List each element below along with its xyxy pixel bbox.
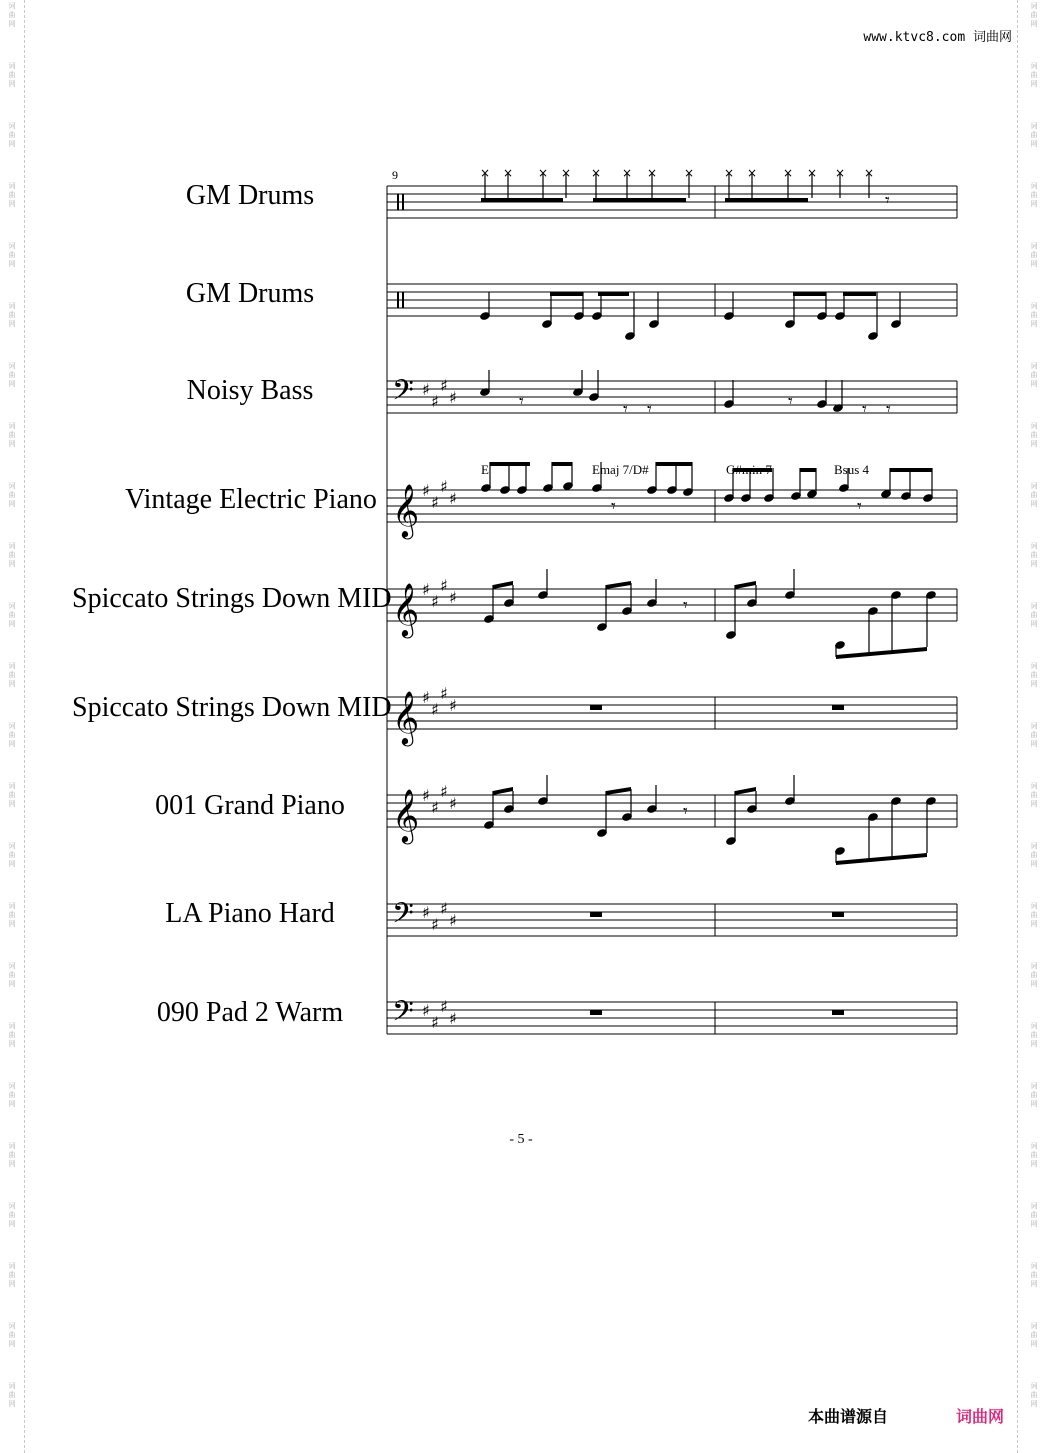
- watermark-glyphs: 词 曲 网: [1030, 362, 1038, 388]
- bass-clef: 𝄢: [392, 374, 414, 414]
- key-sharp: ♯: [422, 380, 430, 399]
- whole-rest: [590, 705, 602, 710]
- hihat-note: ×: [503, 166, 514, 180]
- hihat-note: ×: [807, 166, 818, 180]
- watermark-glyphs: 词 曲 网: [1030, 122, 1038, 148]
- key-sharp: ♯: [440, 684, 448, 703]
- watermark-glyphs: 词 曲 网: [1030, 1262, 1038, 1288]
- watermark-glyphs: 词 曲 网: [8, 602, 16, 628]
- note-beam: [493, 581, 513, 589]
- hihat-note: ×: [480, 166, 491, 180]
- hihat-note: ×: [783, 166, 794, 180]
- bass-clef: 𝄢: [392, 897, 414, 937]
- site-name: 词曲网: [972, 30, 1012, 45]
- key-sharp: ♯: [449, 588, 457, 607]
- part-name-la-piano-hard: LA Piano Hard: [165, 898, 335, 929]
- key-sharp: ♯: [449, 911, 457, 930]
- hihat-note: ×: [724, 166, 735, 180]
- watermark-glyphs: 词 曲 网: [1030, 542, 1038, 568]
- whole-rest: [832, 705, 844, 710]
- key-sharp: ♯: [422, 688, 430, 707]
- watermark-glyphs: 词 曲 网: [8, 1322, 16, 1348]
- key-sharp: ♯: [431, 915, 439, 934]
- watermark-glyphs: 词 曲 网: [8, 2, 16, 28]
- watermark-glyphs: 词 曲 网: [8, 302, 16, 328]
- note-beam: [552, 462, 572, 466]
- hihat-note: ×: [864, 166, 875, 180]
- eighth-rest: 𝄾: [788, 391, 793, 412]
- key-sharp: ♯: [431, 1013, 439, 1032]
- page-number: - 5 -: [509, 1132, 533, 1147]
- note-beam: [490, 462, 530, 466]
- watermark-glyphs: 词 曲 网: [1030, 482, 1038, 508]
- percussion-clef: [402, 194, 404, 210]
- watermark-glyphs: 词 曲 网: [1030, 842, 1038, 868]
- watermark-glyphs: 词 曲 网: [1030, 782, 1038, 808]
- eighth-rest: 𝄾: [683, 595, 688, 616]
- note-beam: [836, 647, 927, 659]
- part-name-spiccato-strings-2: Spiccato Strings Down MID: [72, 692, 392, 723]
- watermark-glyphs: 词 曲 网: [1030, 1202, 1038, 1228]
- percussion-clef: [397, 194, 399, 210]
- watermark-glyphs: 词 曲 网: [1030, 2, 1038, 28]
- hihat-note: ×: [684, 166, 695, 180]
- watermark-glyphs: 词 曲 网: [1030, 182, 1038, 208]
- watermark-glyphs: 词 曲 网: [8, 1082, 16, 1108]
- watermark-glyphs: 词 曲 网: [8, 482, 16, 508]
- watermark-glyphs: 词 曲 网: [8, 1202, 16, 1228]
- watermark-glyphs: 词 曲 网: [8, 122, 16, 148]
- key-sharp: ♯: [431, 392, 439, 411]
- note-beam: [890, 468, 932, 472]
- note-beam: [735, 787, 756, 795]
- key-sharp: ♯: [449, 489, 457, 508]
- watermark-glyphs: 词 曲 网: [8, 962, 16, 988]
- eighth-rest: 𝄾: [611, 496, 616, 517]
- watermark-glyphs: 词 曲 网: [8, 1142, 16, 1168]
- hihat-note: ×: [622, 166, 633, 180]
- note-beam: [550, 292, 583, 296]
- watermark-glyphs: 词 曲 网: [8, 842, 16, 868]
- watermark-glyphs: 词 曲 网: [1030, 302, 1038, 328]
- chord-symbol: G#min 7: [726, 462, 772, 477]
- hihat-note: ×: [591, 166, 602, 180]
- key-sharp: ♯: [449, 1009, 457, 1028]
- whole-rest: [832, 1010, 844, 1015]
- watermark-glyphs: 词 曲 网: [1030, 1142, 1038, 1168]
- note-beam: [836, 853, 927, 865]
- part-name-vintage-electric-piano: Vintage Electric Piano: [125, 484, 377, 515]
- watermark-glyphs: 词 曲 网: [1030, 722, 1038, 748]
- watermark-glyphs: 词 曲 网: [1030, 1022, 1038, 1048]
- key-sharp: ♯: [431, 700, 439, 719]
- note-beam: [843, 292, 876, 296]
- part-name-gm-drums-2: GM Drums: [185, 278, 315, 309]
- quarter-rest: 𝄾: [647, 399, 652, 420]
- watermark-glyphs: 词 曲 网: [8, 662, 16, 688]
- quarter-rest: 𝄾: [885, 190, 890, 211]
- note-beam: [606, 581, 631, 589]
- treble-clef: 𝄞: [392, 483, 420, 537]
- key-sharp: ♯: [449, 388, 457, 407]
- hihat-note: ×: [747, 166, 758, 180]
- watermark-glyphs: 词 曲 网: [1030, 242, 1038, 268]
- key-sharp: ♯: [440, 782, 448, 801]
- watermark-glyphs: 词 曲 网: [8, 62, 16, 88]
- whole-rest: [590, 912, 602, 917]
- note-beam: [606, 787, 631, 795]
- watermark-glyphs: 词 曲 网: [1030, 602, 1038, 628]
- eighth-rest: 𝄾: [519, 391, 524, 412]
- watermark-glyphs: 词 曲 网: [1030, 962, 1038, 988]
- percussion-clef: [402, 292, 404, 308]
- key-sharp: ♯: [440, 997, 448, 1016]
- key-sharp: ♯: [431, 798, 439, 817]
- bass-clef: 𝄢: [392, 995, 414, 1035]
- watermark-glyphs: 词 曲 网: [8, 902, 16, 928]
- watermark-glyphs: 词 曲 网: [1030, 1322, 1038, 1348]
- part-name-pad-warm: 090 Pad 2 Warm: [156, 997, 344, 1028]
- watermark-glyphs: 词 曲 网: [8, 422, 16, 448]
- chord-symbol: Emaj 7/D#: [592, 462, 649, 477]
- site-url[interactable]: www.ktvc8.com: [863, 30, 966, 45]
- eighth-rest: 𝄾: [857, 496, 862, 517]
- key-sharp: ♯: [422, 580, 430, 599]
- chord-symbol: Bsus 4: [834, 462, 870, 477]
- treble-clef: 𝄞: [392, 690, 420, 744]
- watermark-glyphs: 词 曲 网: [8, 1262, 16, 1288]
- watermark-glyphs: 词 曲 网: [8, 722, 16, 748]
- whole-rest: [590, 1010, 602, 1015]
- watermark-glyphs: 词 曲 网: [1030, 1082, 1038, 1108]
- watermark-glyphs: 词 曲 网: [1030, 662, 1038, 688]
- note-beam: [493, 787, 513, 795]
- key-sharp: ♯: [431, 592, 439, 611]
- eighth-rest: 𝄾: [862, 399, 867, 420]
- chord-symbol: E: [481, 462, 489, 477]
- key-sharp: ♯: [449, 696, 457, 715]
- key-sharp: ♯: [422, 1001, 430, 1020]
- watermark-glyphs: 词 曲 网: [1030, 422, 1038, 448]
- watermark-glyphs: 词 曲 网: [8, 182, 16, 208]
- whole-rest: [832, 912, 844, 917]
- eighth-rest: 𝄾: [683, 801, 688, 822]
- note-beam: [793, 292, 826, 296]
- note-beam: [656, 462, 692, 466]
- part-name-grand-piano: 001 Grand Piano: [155, 790, 345, 821]
- hihat-note: ×: [538, 166, 549, 180]
- key-sharp: ♯: [449, 794, 457, 813]
- watermark-glyphs: 词 曲 网: [8, 242, 16, 268]
- note-beam: [598, 292, 629, 296]
- key-sharp: ♯: [431, 493, 439, 512]
- key-sharp: ♯: [440, 477, 448, 496]
- treble-clef: 𝄞: [392, 788, 420, 842]
- watermark-glyphs: 词 曲 网: [8, 542, 16, 568]
- measure-number: 9: [392, 168, 398, 182]
- hihat-note: ×: [835, 166, 846, 180]
- watermark-glyphs: 词 曲 网: [1030, 902, 1038, 928]
- hihat-note: ×: [647, 166, 658, 180]
- note-beam: [735, 581, 756, 589]
- key-sharp: ♯: [440, 376, 448, 395]
- watermark-glyphs: 词 曲 网: [1030, 1382, 1038, 1408]
- note-beam: [481, 198, 563, 202]
- key-sharp: ♯: [440, 899, 448, 918]
- key-sharp: ♯: [422, 903, 430, 922]
- percussion-clef: [397, 292, 399, 308]
- footer-source-label: 本曲谱源自: [808, 1407, 889, 1426]
- part-name-spiccato-strings-1: Spiccato Strings Down MID: [72, 583, 392, 614]
- footer-source-site[interactable]: 词曲网: [956, 1407, 1005, 1426]
- watermark-glyphs: 词 曲 网: [8, 1022, 16, 1048]
- key-sharp: ♯: [440, 576, 448, 595]
- watermark-glyphs: 词 曲 网: [8, 1382, 16, 1408]
- key-sharp: ♯: [422, 786, 430, 805]
- hihat-note: ×: [561, 166, 572, 180]
- note-beam: [593, 198, 686, 202]
- watermark-glyphs: 词 曲 网: [8, 782, 16, 808]
- part-name-gm-drums-1: GM Drums: [185, 180, 315, 211]
- part-name-noisy-bass: Noisy Bass: [186, 375, 314, 406]
- note-beam: [800, 468, 816, 472]
- key-sharp: ♯: [422, 481, 430, 500]
- quarter-rest: 𝄾: [886, 399, 891, 420]
- treble-clef: 𝄞: [392, 582, 420, 636]
- watermark-glyphs: 词 曲 网: [8, 362, 16, 388]
- watermark-glyphs: 词 曲 网: [1030, 62, 1038, 88]
- eighth-rest: 𝄾: [623, 399, 628, 420]
- note-beam: [725, 198, 808, 202]
